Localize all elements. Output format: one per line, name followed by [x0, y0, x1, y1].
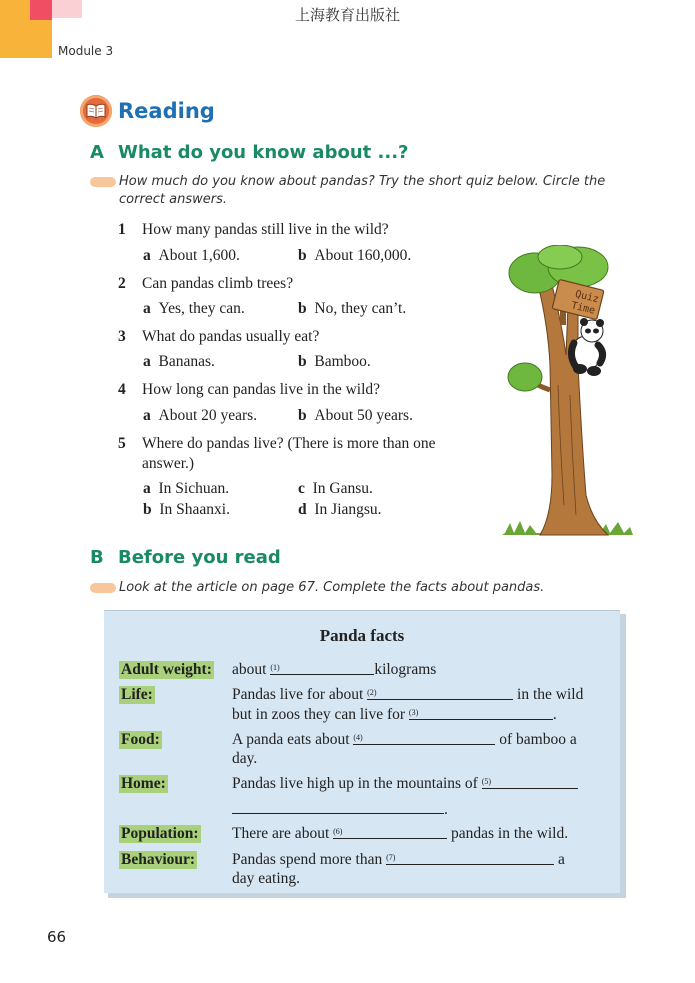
sign-text-line2: Time	[570, 300, 597, 317]
fact-label-behaviour: Behaviour:	[121, 851, 196, 868]
section-a-heading	[90, 142, 408, 163]
fact-home: Pandas live high up in the mountains of $^{(5)}$	[232, 774, 617, 793]
fact-adult-weight: about $^{(1)}$ kilograms	[232, 661, 437, 678]
question-text: How long can pandas live in the wild?	[142, 381, 381, 398]
answer-blank-2[interactable]: (2)	[367, 685, 513, 700]
answer-blank-5[interactable]: (5)	[482, 774, 578, 789]
quiz-5-option-b[interactable]: b In Shaanxi.	[143, 501, 230, 518]
fact-home-line2: .	[232, 799, 448, 819]
quiz-5-option-d[interactable]: d In Jiangsu.	[298, 501, 382, 518]
answer-blank-7[interactable]: (7)	[386, 850, 554, 865]
quiz-1-option-a[interactable]: a About 1,600.	[143, 247, 240, 264]
fact-label-adult-weight: Adult weight:	[121, 661, 212, 678]
quiz-5-option-c[interactable]: c In Gansu.	[298, 480, 373, 497]
reading-title: Reading	[118, 99, 215, 123]
section-a-letter: A	[90, 142, 104, 163]
fact-life-line2: but in zoos they can live for $^{(3)}$ .	[232, 706, 557, 723]
fact-behaviour-line2: day eating.	[232, 870, 301, 887]
section-a-title: What do you know about ...?	[118, 142, 409, 163]
answer-blank-3[interactable]: (3)	[409, 705, 553, 720]
fact-label-food: Food:	[121, 731, 160, 748]
page-number: 66	[47, 928, 67, 946]
quiz-4-option-b[interactable]: b About 50 years.	[298, 407, 413, 424]
fact-population: There are about $^{(6)}$ pandas in the wild.	[232, 825, 569, 842]
fact-label-population: Population:	[121, 825, 199, 842]
fact-label-home: Home:	[121, 775, 166, 792]
publisher-name: 上海教育出版社	[294, 8, 400, 24]
quiz-3-option-b[interactable]: b Bamboo.	[298, 353, 371, 370]
answer-blank-4[interactable]: (4)	[353, 730, 495, 745]
instruction-marker	[90, 583, 116, 593]
question-text: How many pandas still live in the wild?	[142, 221, 389, 238]
section-b-letter: B	[90, 547, 104, 568]
sign-text-line1: Quiz	[573, 288, 600, 306]
quiz-1-option-b[interactable]: b About 160,000.	[298, 247, 412, 264]
facts-title: Panda facts	[319, 626, 405, 645]
module-label: Module 3	[58, 44, 114, 58]
answer-blank-6[interactable]: (6)	[333, 824, 447, 839]
answer-blank-5-continued[interactable]	[232, 799, 444, 814]
quiz-4-option-a[interactable]: a About 20 years.	[143, 407, 258, 424]
quiz-2-option-a[interactable]: a Yes, they can.	[143, 300, 245, 317]
fact-life: Pandas live for about $^{(2)}$ in the wild	[232, 686, 584, 703]
quiz-2-option-b[interactable]: b No, they can’t.	[298, 300, 407, 317]
question-text: What do pandas usually eat?	[142, 328, 320, 345]
question-text: Where do pandas live? (There is more than one	[142, 435, 436, 452]
fact-food-line2: day.	[232, 750, 258, 767]
fact-food: A panda eats about $^{(4)}$ of bamboo a	[232, 731, 577, 748]
fact-behaviour: Pandas spend more than $^{(7)}$ a	[232, 851, 565, 868]
panda-tree-illustration	[500, 245, 635, 545]
question-text: Can pandas climb trees?	[142, 275, 294, 292]
section-b-title: Before you read	[118, 547, 281, 568]
section-a-instruction: How much do you know about pandas? Try the short quiz below. Circle the correct answers.	[119, 174, 606, 207]
section-b-heading	[90, 547, 281, 568]
fact-label-life: Life:	[121, 686, 153, 703]
book-icon	[80, 95, 112, 127]
section-b-instruction: Look at the article on page 67. Complete the facts about pandas.	[119, 580, 545, 595]
quiz-5-option-a[interactable]: a In Sichuan.	[143, 480, 230, 497]
quiz-3-option-a[interactable]: a Bananas.	[143, 353, 215, 370]
answer-blank-1[interactable]: (1)	[270, 660, 374, 675]
question-text-continued: answer.)	[142, 455, 195, 472]
instruction-marker	[90, 177, 116, 187]
